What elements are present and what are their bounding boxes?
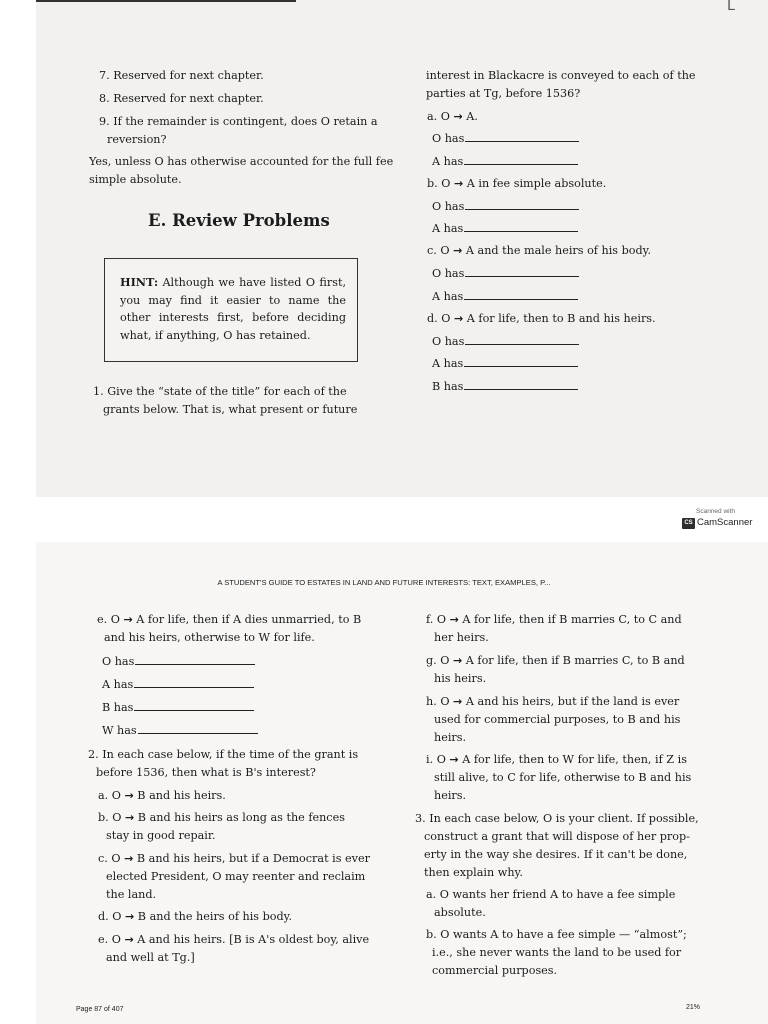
answer-blank[interactable] — [464, 356, 578, 367]
answer-blank[interactable] — [464, 379, 578, 390]
answer-blank[interactable] — [465, 266, 579, 277]
answer-blank[interactable] — [138, 723, 258, 734]
answer-blank[interactable] — [464, 289, 578, 300]
item-7: 7. Reserved for next chapter. — [99, 69, 264, 82]
grant-h-line3: heirs. — [434, 731, 467, 744]
item-8: 8. Reserved for next chapter. — [99, 92, 264, 105]
grant-b: b. O → A in fee simple absolute. — [427, 177, 607, 190]
arrow-icon: → — [449, 613, 459, 626]
question-3-line2: construct a grant that will dispose of her prop- — [424, 830, 690, 843]
answer-blank[interactable] — [135, 654, 255, 665]
q2-a: a. O → B and his heirs. — [98, 789, 226, 802]
q2-b: b. O → B and his heirs as long as the fences — [98, 811, 345, 824]
answer-blank[interactable] — [465, 131, 579, 142]
grant-b-a-has: A has — [432, 220, 578, 238]
arrow-icon: → — [454, 312, 464, 325]
grant-a: a. O → A. — [427, 110, 478, 123]
grant-e-a-has: A has — [102, 676, 254, 695]
q3-b-line3: commercial purposes. — [432, 964, 558, 977]
grant-e-w-has: W has — [102, 722, 258, 741]
top-rule-divider — [36, 0, 296, 2]
grant-a-a-has: A has — [432, 153, 578, 171]
grant-g: g. O → A for life, then if B marries C, to B and — [426, 654, 685, 667]
q2-c-line3: the land. — [106, 888, 157, 901]
q2-e: e. O → A and his heirs. [B is A's oldest boy, alive — [98, 933, 370, 946]
grant-d-b-has: B has — [432, 378, 578, 396]
arrow-icon: → — [125, 811, 135, 824]
grant-e-o-has: O has — [102, 653, 255, 672]
grant-i-line2: still alive, to C for life, otherwise to B and his — [434, 771, 692, 784]
grant-b-o-has: O has — [432, 198, 579, 216]
q2-e-line2: and well at Tg.] — [106, 951, 195, 964]
grant-e: e. O → A for life, then if A dies unmarried, to B — [97, 613, 362, 626]
arrow-icon: → — [125, 910, 135, 923]
question-3-line3: erty in the way she desires. If it can't be done, — [424, 848, 688, 861]
page-number: Page 87 of 407 — [76, 1006, 124, 1013]
q2-d: d. O → B and the heirs of his body. — [98, 910, 293, 923]
camscanner-logo-icon: CS — [682, 518, 695, 529]
scanned-with-label: Scanned with — [696, 508, 736, 515]
hint-box — [104, 258, 358, 362]
grant-a-o-has: O has — [432, 130, 579, 148]
grant-d-a-has: A has — [432, 355, 578, 373]
answer-line1: Yes, unless O has otherwise accounted for the full fee — [89, 155, 394, 168]
arrow-icon: → — [454, 177, 464, 190]
arrow-icon: → — [453, 244, 463, 257]
right-intro-line1: interest in Blackacre is conveyed to each of the — [426, 69, 696, 82]
item-9-line2: reversion? — [107, 133, 167, 146]
grant-c: c. O → A and the male heirs of his body. — [427, 244, 652, 257]
grant-c-a-has: A has — [432, 288, 578, 306]
q3-a-line2: absolute. — [434, 906, 486, 919]
arrow-icon: → — [123, 613, 133, 626]
arrow-icon: → — [453, 654, 463, 667]
question-1-line2: grants below. That is, what present or future — [103, 403, 358, 416]
q2-b-line2: stay in good repair. — [106, 829, 216, 842]
arrow-icon: → — [124, 789, 134, 802]
grant-i: i. O → A for life, then to W for life, then, if Z is — [426, 753, 687, 766]
right-intro-line2: parties at Tg, before 1536? — [426, 87, 581, 100]
grant-f: f. O → A for life, then if B marries C, to C and — [426, 613, 682, 626]
question-3-line1: 3. In each case below, O is your client. If possible, — [415, 812, 699, 825]
grant-h: h. O → A and his heirs, but if the land is ever — [426, 695, 680, 708]
arrow-icon: → — [453, 110, 463, 123]
q3-b-line1: b. O wants A to have a fee simple — “almost”; — [426, 928, 687, 941]
grant-d: d. O → A for life, then to B and his heirs. — [427, 312, 656, 325]
question-2-line1: 2. In each case below, if the time of the grant is — [88, 748, 359, 761]
camscanner-brand: CamScanner — [697, 517, 753, 528]
answer-blank[interactable] — [465, 199, 579, 210]
answer-blank[interactable] — [464, 154, 578, 165]
q3-b-line2: i.e., she never wants the land to be used for — [432, 946, 682, 959]
hint-text — [120, 274, 346, 344]
q3-a-line1: a. O wants her friend A to have a fee simple — [426, 888, 676, 901]
answer-blank[interactable] — [464, 221, 578, 232]
q2-c-line2: elected President, O may reenter and reclaim — [106, 870, 366, 883]
grant-e-line2: and his heirs, otherwise to W for life. — [104, 631, 315, 644]
question-3-line4: then explain why. — [424, 866, 523, 879]
grant-h-line2: used for commercial purposes, to B and his — [434, 713, 681, 726]
arrow-icon: → — [124, 852, 134, 865]
section-heading: E. Review Problems — [148, 211, 330, 230]
grant-c-o-has: O has — [432, 265, 579, 283]
zoom-level: 21% — [686, 1004, 701, 1011]
arrow-icon: → — [124, 933, 134, 946]
hint-label: HINT: — [120, 275, 159, 289]
grant-d-o-has: O has — [432, 333, 579, 351]
grant-g-line2: his heirs. — [434, 672, 487, 685]
running-header: A STUDENT'S GUIDE TO ESTATES IN LAND AND FUTURE INTERESTS: TEXT, EXAMPLES, P... — [217, 578, 551, 587]
question-2-line2: before 1536, then what is B's interest? — [96, 766, 316, 779]
arrow-icon: → — [449, 753, 459, 766]
answer-blank[interactable] — [134, 677, 254, 688]
grant-f-line2: her heirs. — [434, 631, 489, 644]
answer-line2: simple absolute. — [89, 173, 182, 186]
answer-blank[interactable] — [134, 700, 254, 711]
arrow-icon: → — [453, 695, 463, 708]
item-9-line1: 9. If the remainder is contingent, does O retain a — [99, 115, 378, 128]
camscanner-watermark — [682, 508, 754, 532]
grant-e-b-has: B has — [102, 699, 254, 718]
q2-c: c. O → B and his heirs, but if a Democrat is ever — [98, 852, 370, 865]
corner-mark: L — [727, 0, 735, 14]
question-1-line1: 1. Give the “state of the title” for each of the — [93, 385, 347, 398]
grant-i-line3: heirs. — [434, 789, 467, 802]
hint-body: Although we have listed O first, you may find it easier to name the other interests first, before deciding what, if anything, O has retained. — [120, 276, 346, 342]
answer-blank[interactable] — [465, 334, 579, 345]
